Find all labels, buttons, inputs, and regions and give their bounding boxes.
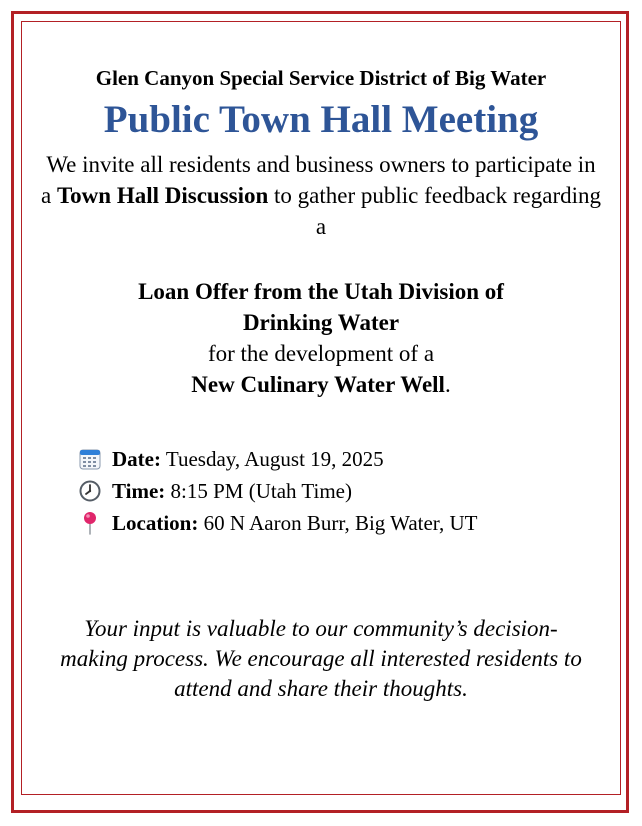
location-value: 60 N Aaron Burr, Big Water, UT [198, 511, 478, 535]
location-text [112, 507, 477, 539]
time-text [112, 475, 352, 507]
loan-paragraph [40, 276, 602, 400]
clock-icon [78, 479, 102, 503]
intro-highlight: Town Hall Discussion [56, 183, 269, 208]
location-row [78, 507, 477, 539]
meeting-details [78, 443, 477, 539]
time-row [78, 475, 477, 507]
date-value: Tuesday, August 19, 2025 [160, 447, 384, 471]
flyer-content [40, 66, 602, 400]
loan-well-text: New Culinary Water Well [191, 372, 445, 397]
loan-well-line [40, 369, 602, 400]
time-value: 8:15 PM (Utah Time) [165, 479, 352, 503]
date-label: Date: [112, 447, 161, 471]
date-row [78, 443, 477, 475]
date-text [112, 443, 384, 475]
page-title: Public Town Hall Meeting [103, 98, 539, 141]
intro-paragraph [40, 149, 602, 242]
loan-offer-heading: Loan Offer from the Utah Division of Drinking Water [138, 279, 504, 335]
location-label: Location: [112, 511, 199, 535]
closing-paragraph: Your input is valuable to our community’s decision-making process. We encourage all interested residents to attend and share their thoughts. [60, 616, 582, 701]
loan-development-text: for the development of a [207, 341, 435, 366]
organization-name: Glen Canyon Special Service District of Big Water [95, 66, 547, 90]
intro-text-2: to gather public feedback regarding a [268, 183, 602, 239]
time-label: Time: [112, 479, 166, 503]
calendar-icon [78, 447, 102, 471]
loan-well-period: . [444, 372, 451, 397]
intro-text-1: We invite all residents and business owners to participate in a [40, 152, 596, 208]
pin-icon [78, 511, 102, 535]
